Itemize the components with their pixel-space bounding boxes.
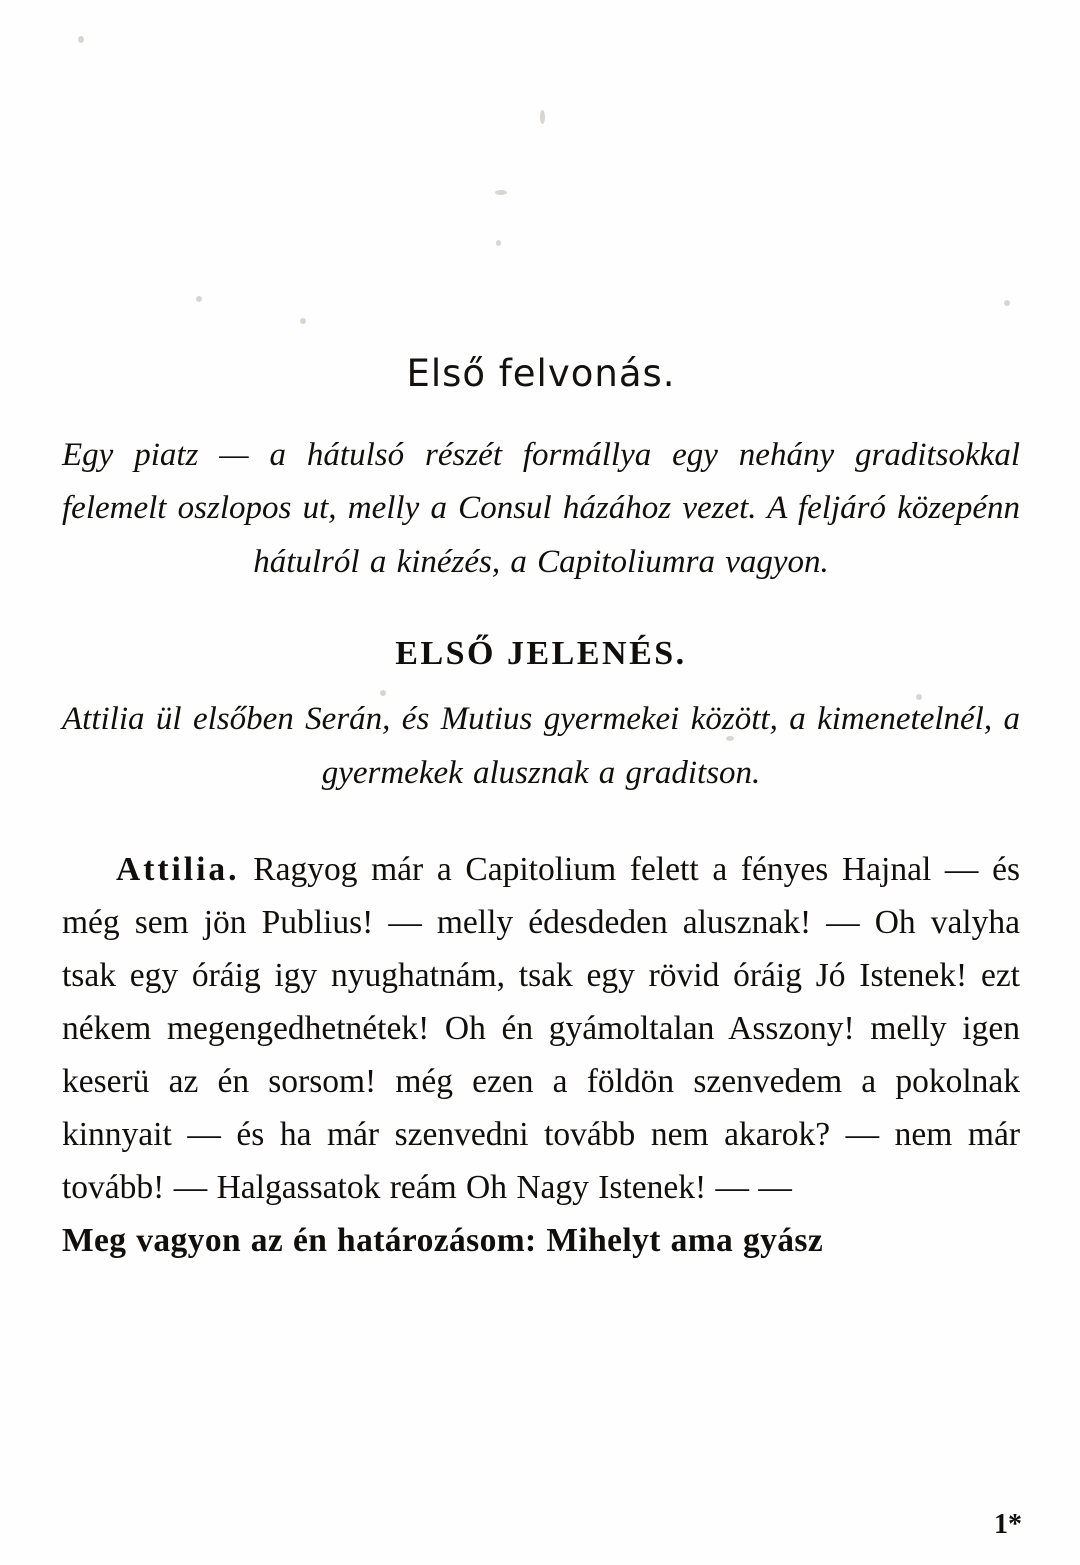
opening-stage-direction: Egy piatz — a hátulsó részét formállya egy nehány graditsokkal felemelt oszlopos ut, melly a Consul házához vezet. A feljáró közepénn hátulról a kinézés, a Capitoliumra vagyon. xyxy=(62,437,1020,580)
speech-text: Ragyog már a Capitolium felett a fényes Hajnal — és még sem jön Publius! — melly édesdeden alusznak! — Oh valyha tsak egy óráig igy nyughatnám, tsak egy rövid óráig Jó Istenek! ezt nékem megengedhetnétek! Oh én gyámoltalan Asszony! melly igen keserü az én sorsom! még ezen a földön szenvedem a pokolnak kinnyait — és ha már szenvedni tovább nem akarok? — nem már tovább! — Halgassatok reám Oh Nagy Istenek! — — xyxy=(62,851,1020,1206)
scan-speck xyxy=(496,240,501,246)
scene-title: ELSŐ JELENÉS. xyxy=(395,635,687,673)
scan-speck xyxy=(495,190,507,195)
speech-paragraph xyxy=(62,844,1020,1267)
scene-stage-direction: Attilia ül elsőben Serán, és Mutius gyermekei között, a kimenetelnél, a gyermekek alusznak a graditson. xyxy=(62,701,1020,791)
scan-speck xyxy=(78,36,84,43)
speaker-name: Attilia. xyxy=(116,851,240,889)
signature-mark: 1* xyxy=(994,1509,1022,1540)
scan-speck xyxy=(300,318,306,324)
act-title: Első felvonás. xyxy=(406,352,676,395)
scan-speck xyxy=(1004,300,1010,306)
document-body xyxy=(62,352,1020,1268)
speech-last-line: Meg vagyon az én határozásom: Mihelyt ama gyász xyxy=(62,1221,824,1259)
scan-speck xyxy=(196,296,202,302)
scan-speck xyxy=(540,110,545,124)
